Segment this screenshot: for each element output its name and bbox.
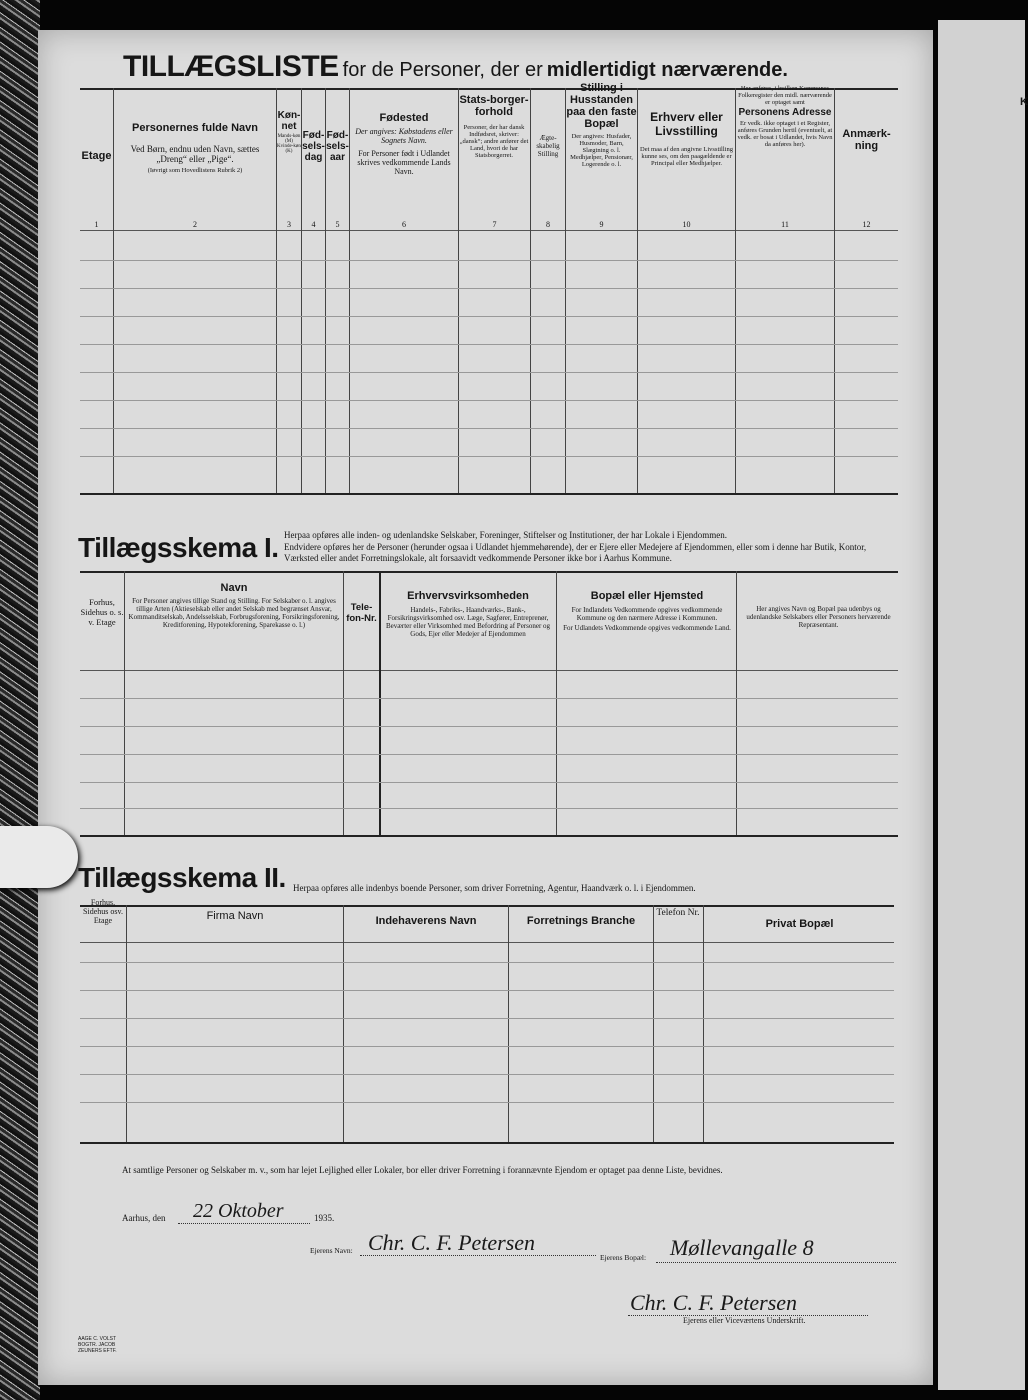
col-number: 10 xyxy=(682,220,691,229)
list-header-navn-title: Personernes fulde Navn xyxy=(132,122,258,134)
list-row-rule xyxy=(80,428,898,429)
skema1-top-rule xyxy=(80,571,898,573)
skema2-col-divider xyxy=(703,905,704,1142)
list-header-koen xyxy=(277,110,301,154)
skema2-title: Tillægsskema II. xyxy=(78,862,286,893)
col-number: 3 xyxy=(287,220,291,229)
skema1-bottom-rule xyxy=(80,835,898,837)
skema1-row-rule xyxy=(80,782,898,783)
list-header-erhverv-note: Det maa af den angivne Livsstilling kunne ses, om den paagældende er Principal eller Medhjælper. xyxy=(640,146,733,167)
page-title xyxy=(123,50,788,84)
skema2-header-etage: Forhus, Sidehus osv. Etage xyxy=(83,898,123,925)
list-header-navn-note2: (Iøvrigt som Hovedlistens Rubrik 2) xyxy=(147,167,243,174)
skema1-header-repraesentant: Her angives Navn og Bopæl paa udenbys og udenlandske Selskabers eller Personers herværende Repræsentant. xyxy=(746,605,891,629)
skema1-title: Tillægsskema I. xyxy=(78,532,279,563)
col-number: 8 xyxy=(546,220,550,229)
list-header-foedested-title: Fødested xyxy=(379,112,429,124)
adjacent-page xyxy=(938,20,1028,1390)
owner-address-label: Ejerens Bopæl: xyxy=(600,1253,647,1262)
title-emphasis: midlertidigt nærværende. xyxy=(546,59,788,81)
list-header-adresse xyxy=(737,85,833,148)
skema2-row-rule xyxy=(80,1102,894,1103)
printer-imprint: AAGE C. VOLST BOGTR. JACOB ZEUNERS EFTF. xyxy=(78,1336,117,1354)
skema2-header-indehaver: Indehaverens Navn xyxy=(375,915,477,927)
list-header-statsborger-title: Stats-borger-forhold xyxy=(459,94,529,118)
list-bottom-rule xyxy=(80,493,898,495)
skema1-row-rule xyxy=(80,808,898,809)
skema1-header-bopael-title: Bopæl eller Hjemsted xyxy=(590,590,704,602)
skema2-header-firma: Firma Navn xyxy=(206,910,264,922)
skema2-col-divider xyxy=(343,905,344,1142)
col-number: 9 xyxy=(599,220,604,229)
skema1-col-divider xyxy=(736,571,737,835)
list-header-husstand-note: Der angives: Husfader, Husmoder, Barn, Slægtning o. l. Medhjælper, Pensionær, Logerende o. l. xyxy=(570,133,633,168)
col-number: 7 xyxy=(492,220,497,229)
list-header-erhverv xyxy=(639,110,734,167)
skema2-col-divider xyxy=(126,905,127,1142)
skema2-header-branche: Forretnings Branche xyxy=(526,915,636,927)
col-number: 2 xyxy=(193,220,197,229)
skema2-col-divider xyxy=(508,905,509,1142)
col-number: 1 xyxy=(94,220,99,229)
skema1-header-telefon: Tele-fon-Nr. xyxy=(346,602,377,624)
list-col-divider xyxy=(637,88,638,493)
date-handwritten: 22 Oktober xyxy=(193,1200,284,1222)
skema1-row-rule xyxy=(80,754,898,755)
list-header-statsborger-note: Personer, der har dansk Indfødsret, skriver: „dansk“; andre anfører det Land, hvori de har Statsborgerret. xyxy=(459,124,529,159)
list-row-rule xyxy=(80,260,898,261)
skema1-intro-line2: Endvidere opføres her de Personer (herunder ogsaa i Udlandet hjemmehørende), der er Ejere eller Medejere af Ejendommen, eller som i denne har Butik, Kontor, Værksted eller andet Forretningslokale, alt forsaavidt vedkommende Personer ikke bor i Aarhus Kommune. xyxy=(284,541,867,564)
skema2-row-rule xyxy=(80,1046,894,1047)
owner-name-label: Ejerens Navn: xyxy=(310,1246,353,1255)
binder-clip xyxy=(0,826,78,888)
skema2-header-telefon: Telefon Nr. xyxy=(656,908,700,918)
book-binding xyxy=(0,0,40,1400)
list-row-rule xyxy=(80,316,898,317)
skema1-header-erhverv-note: Handels-, Fabriks-, Haandværks-, Bank-, Forsikringsvirksomhed osv. Læge, Sagfører, Entreprenør, Beværter eller Virksomhed med Befordring af Personer og Gods, Ejer eller Medejer af Ejendommen xyxy=(385,606,551,638)
skema1-intro-line1: Herpaa opføres alle inden- og udenlandske Selskaber, Foreninger, Stiftelser og Institutioner, der har Lokale i Ejendommen. xyxy=(284,530,728,540)
list-header-aegteskab: Ægte-skabelig Stilling xyxy=(536,134,560,158)
list-header-husstand xyxy=(566,82,637,168)
col-number: 4 xyxy=(311,220,316,229)
col-number: 5 xyxy=(335,220,340,229)
list-header-foedselsaar: Fød-sels-aar xyxy=(326,130,349,163)
skema1-row-rule xyxy=(80,726,898,727)
list-header-statsborger xyxy=(459,94,529,159)
skema2-row-rule xyxy=(80,1018,894,1019)
list-header-foedested-note: Der angives: Købstadens eller Sognets Navn. xyxy=(355,127,453,145)
list-row-rule xyxy=(80,344,898,345)
list-header-erhverv-title: Erhverv eller Livsstilling xyxy=(650,110,723,138)
signature-label: Ejerens eller Viceværtens Underskrift. xyxy=(683,1316,806,1325)
title-middle: for de Personer, der er xyxy=(342,59,543,81)
skema2-header-rule xyxy=(80,942,894,943)
list-header-foedested-note2: For Personer født i Udlandet skrives vedkommende Lands Navn. xyxy=(357,149,451,176)
list-col-divider xyxy=(735,88,736,493)
skema1-header-bopael-note: For Indlandets Vedkommende opgives vedkommende Kommune og den nærmere Adresse i Kommunen. xyxy=(571,606,723,622)
list-header-navn xyxy=(116,122,274,174)
list-row-rule xyxy=(80,372,898,373)
list-header-anmaerkning: Anmærk-ning xyxy=(842,128,891,152)
skema1-intro xyxy=(284,530,899,565)
list-row-rule xyxy=(80,288,898,289)
skema1-header-etage: Forhus, Sidehus o. s. v. Etage xyxy=(80,597,124,627)
list-col-divider xyxy=(349,88,350,493)
skema1-col-divider xyxy=(343,571,344,835)
date-year: 1935. xyxy=(314,1213,335,1223)
col-number: 11 xyxy=(781,220,789,229)
list-header-adresse-note2: Er vedk. ikke optaget i et Register, anføres Grunden hertil (eventuelt, at vedk. er bosat i Udlandet, hvis Navn da anføres her). xyxy=(737,120,833,148)
skema1-header-navn-title: Navn xyxy=(220,582,248,594)
list-header-adresse-title: Personens Adresse xyxy=(738,107,832,118)
skema2-row-rule xyxy=(80,990,894,991)
skema2-intro: Herpaa opføres alle indenbys boende Personer, som driver Forretning, Agentur, Haandværk o. l. i Ejendommen. xyxy=(293,883,696,893)
adjacent-page-fragment: K xyxy=(1020,96,1028,108)
list-row-rule xyxy=(80,400,898,401)
skema1-header-rule xyxy=(80,670,898,671)
col-number: 12 xyxy=(862,220,871,229)
date-place-label: Aarhus, den xyxy=(122,1213,166,1223)
list-header-foedested xyxy=(351,112,457,176)
skema1-header-bopael-note2: For Udlandets Vedkommende opgives vedkommende Land. xyxy=(563,624,731,632)
skema1-col-divider xyxy=(556,571,557,835)
signature-handwritten: Chr. C. F. Petersen xyxy=(630,1290,798,1315)
list-header-koen-title: Køn-net xyxy=(277,110,301,132)
skema2-bottom-rule xyxy=(80,1142,894,1144)
skema1-col-divider xyxy=(124,571,125,835)
skema2-top-rule xyxy=(80,905,894,907)
date-line xyxy=(178,1223,310,1224)
skema1-col-divider xyxy=(379,571,381,835)
form-page xyxy=(38,30,933,1385)
skema1-header-bopael xyxy=(559,590,735,632)
skema1-row-rule xyxy=(80,698,898,699)
owner-name-handwritten: Chr. C. F. Petersen xyxy=(368,1230,536,1255)
skema2-row-rule xyxy=(80,1074,894,1075)
attestation-statement: At samtlige Personer og Selskaber m. v., som har lejet Lejlighed eller Lokaler, bor eller driver Forretning i forannævnte Ejendom er optaget paa denne Liste, bevidnes. xyxy=(122,1165,723,1175)
skema1-header-erhverv-title: Erhvervsvirksomheden xyxy=(407,590,529,602)
list-row-rule xyxy=(80,456,898,457)
list-col-divider xyxy=(113,88,114,493)
list-header-etage: Etage xyxy=(81,150,112,162)
skema2-row-rule xyxy=(80,962,894,963)
skema1-header-navn xyxy=(126,582,342,629)
list-header-adresse-note: Her anføres, i hvilken Kommunes Folkeregister den midl. nærværende er optaget samt xyxy=(738,85,832,106)
skema1-header-erhverv xyxy=(382,590,554,638)
owner-address-line xyxy=(656,1262,896,1263)
col-number: 6 xyxy=(402,220,406,229)
skema1-header-navn-note: For Personer angives tillige Stand og Stilling. For Selskaber o. l. angives tillige Arten (Aktieselskab eller andet Selskab med begrænset Ansvar, Kommanditselskab, Andelsselskab, Forbrugsforening, Forsikringsforening, Kreditforening, Hypotekforening, Sparekasse o. l.) xyxy=(128,597,340,629)
owner-address-handwritten: Møllevangalle 8 xyxy=(670,1235,814,1260)
skema2-col-divider xyxy=(653,905,654,1142)
skema2-header-bopael: Privat Bopæl xyxy=(765,918,834,930)
list-header-foedselsdag: Fød-sels-dag xyxy=(302,130,325,163)
list-header-husstand-title: Stilling i Husstanden paa den faste Bopæl xyxy=(566,82,637,130)
list-header-navn-note: Ved Børn, endnu uden Navn, sættes „Dreng“ eller „Pige“. xyxy=(130,144,260,164)
title-main: TILLÆGSLISTE xyxy=(123,50,339,83)
list-header-koen-note: Mands-køn (M) Kvinde-køn (K) xyxy=(277,134,301,154)
list-header-rule xyxy=(80,230,898,231)
